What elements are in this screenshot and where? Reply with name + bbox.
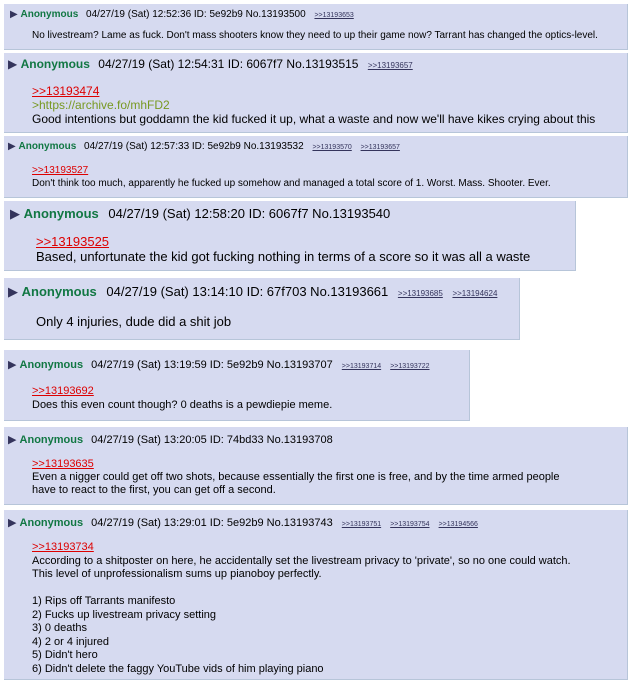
post-body bbox=[32, 84, 627, 126]
post-header bbox=[8, 141, 400, 152]
poster-name: Anonymous bbox=[23, 206, 99, 221]
expand-arrow-icon[interactable]: ▶ bbox=[10, 206, 20, 221]
post-header bbox=[8, 433, 333, 446]
quote-link[interactable]: >>13193692 bbox=[32, 385, 94, 397]
poster-name: Anonymous bbox=[19, 359, 84, 371]
reply-link[interactable]: >>13193751 bbox=[341, 521, 382, 528]
post-body bbox=[32, 30, 627, 41]
post-body bbox=[32, 384, 469, 412]
quote-link[interactable]: >>13193474 bbox=[32, 84, 100, 98]
post-header bbox=[8, 516, 478, 529]
quote-link[interactable]: >>13193734 bbox=[32, 541, 94, 553]
expand-arrow-icon[interactable]: ▶ bbox=[8, 517, 17, 529]
poster-name: Anonymous bbox=[19, 434, 84, 446]
post-header bbox=[10, 206, 390, 222]
reply-link[interactable]: >>13193657 bbox=[360, 144, 400, 151]
post-text: Don't think too much, apparently he fucked up somehow and managed a total score of 1. Worst. Mass. Shooter. Ever. bbox=[32, 178, 551, 189]
post-body bbox=[32, 164, 627, 190]
post-text: Does this even count though? 0 deaths is a pewdiepie meme. bbox=[32, 399, 333, 411]
post-text: According to a shitposter on here, he accidentally set the livestream privacy to 'private', so no one could watch. bbox=[32, 554, 571, 567]
post-text: Even a nigger could get off two shots, because essentially the first one is free, and by the time armed people bbox=[32, 471, 560, 483]
post-header bbox=[8, 284, 497, 300]
post bbox=[4, 350, 470, 421]
post bbox=[4, 136, 628, 198]
post-meta: 04/27/19 (Sat) 13:19:59 ID: 5e92b9 No.13193707 bbox=[91, 359, 333, 371]
post-meta: 04/27/19 (Sat) 13:14:10 ID: 67f703 No.13193661 bbox=[106, 284, 389, 299]
post-header bbox=[10, 9, 354, 20]
reply-link[interactable]: >>13194624 bbox=[452, 289, 498, 298]
post bbox=[4, 201, 576, 271]
quote-link[interactable]: >>13193525 bbox=[36, 234, 110, 249]
expand-arrow-icon[interactable]: ▶ bbox=[8, 141, 16, 152]
expand-arrow-icon[interactable]: ▶ bbox=[10, 9, 18, 20]
post bbox=[4, 510, 628, 680]
post-text: Good intentions but goddamn the kid fucked it up, what a waste and now we'll have kikes crying about this bbox=[32, 112, 596, 126]
list-item: 2) Fucks up livestream privacy setting bbox=[32, 608, 217, 621]
post-meta: 04/27/19 (Sat) 12:54:31 ID: 6067f7 No.13193515 bbox=[98, 57, 359, 71]
poster-name: Anonymous bbox=[20, 57, 90, 71]
reply-link[interactable]: >>13193722 bbox=[390, 363, 430, 370]
post-text: This level of unprofessionalism sums up pianoboy perfectly. bbox=[32, 568, 322, 580]
post-text: Based, unfortunate the kid got fucking nothing in terms of a score so it was all a waste bbox=[36, 249, 531, 264]
post-text: have to react to the first, you can get off a second. bbox=[32, 484, 276, 496]
post-header bbox=[8, 358, 430, 371]
post-text: Only 4 injuries, dude did a shit job bbox=[36, 314, 232, 329]
post-text: No livestream? Lame as fuck. Don't mass shooters know they need to up their game now? Tarrant has changed the optics-level. bbox=[32, 30, 598, 41]
list-item: 5) Didn't hero bbox=[32, 649, 98, 661]
expand-arrow-icon[interactable]: ▶ bbox=[8, 359, 17, 371]
expand-arrow-icon[interactable]: ▶ bbox=[8, 284, 18, 299]
post-body bbox=[32, 458, 627, 497]
post-meta: 04/27/19 (Sat) 13:20:05 ID: 74bd33 No.13193708 bbox=[91, 434, 333, 446]
post bbox=[4, 53, 628, 133]
post-meta: 04/27/19 (Sat) 12:57:33 ID: 5e92b9 No.13193532 bbox=[84, 141, 304, 152]
post-meta: 04/27/19 (Sat) 12:58:20 ID: 6067f7 No.13193540 bbox=[108, 206, 391, 221]
list-item: 1) Rips off Tarrants manifesto bbox=[32, 595, 176, 607]
reply-link[interactable]: >>13193570 bbox=[312, 144, 352, 151]
list-item: 4) 2 or 4 injured bbox=[32, 635, 110, 648]
poster-name: Anonymous bbox=[19, 517, 84, 529]
post-body bbox=[36, 314, 519, 329]
post bbox=[4, 4, 628, 50]
list-item: 6) Didn't delete the faggy YouTube vids of him playing piano bbox=[32, 662, 324, 675]
reply-link[interactable]: >>13194566 bbox=[438, 521, 478, 528]
post-header bbox=[8, 57, 413, 71]
quote-link[interactable]: >>13193635 bbox=[32, 458, 94, 470]
list-item: 3) 0 deaths bbox=[32, 622, 88, 634]
post-meta: 04/27/19 (Sat) 12:52:36 ID: 5e92b9 No.13193500 bbox=[86, 9, 306, 20]
post bbox=[4, 278, 520, 340]
poster-name: Anonymous bbox=[21, 284, 97, 299]
post-meta: 04/27/19 (Sat) 13:29:01 ID: 5e92b9 No.13193743 bbox=[91, 517, 333, 529]
expand-arrow-icon[interactable]: ▶ bbox=[8, 434, 17, 446]
poster-name: Anonymous bbox=[20, 9, 79, 20]
quote-link[interactable]: >>13193527 bbox=[32, 165, 89, 176]
reply-link[interactable]: >>13193685 bbox=[397, 289, 443, 298]
reply-link[interactable]: >>13193657 bbox=[367, 61, 413, 70]
reply-link[interactable]: >>13193754 bbox=[390, 521, 430, 528]
reply-link[interactable]: >>13193714 bbox=[341, 363, 382, 370]
post-body bbox=[36, 234, 575, 264]
reply-link[interactable]: >>13193653 bbox=[314, 12, 354, 19]
post-text bbox=[32, 582, 627, 596]
greentext-link[interactable]: >https://archive.fo/mhFD2 bbox=[32, 98, 170, 112]
poster-name: Anonymous bbox=[18, 141, 77, 152]
expand-arrow-icon[interactable]: ▶ bbox=[8, 57, 18, 71]
post bbox=[4, 427, 628, 505]
post-body bbox=[32, 541, 627, 676]
